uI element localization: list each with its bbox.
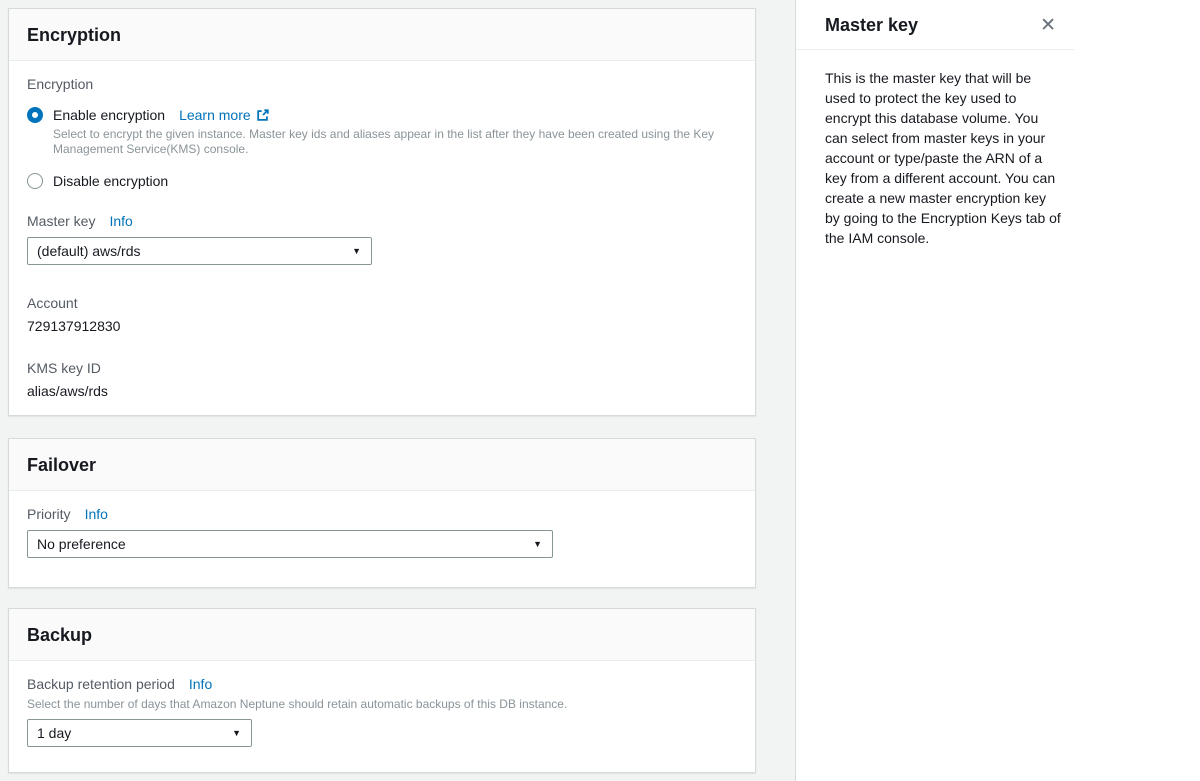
disable-encryption-label[interactable]: Disable encryption	[53, 173, 169, 189]
enable-encryption-option[interactable]	[27, 107, 737, 123]
backup-retention-label: Backup retention period	[27, 676, 175, 692]
backup-panel-body	[9, 661, 755, 762]
help-panel-title: Master key	[825, 15, 919, 35]
disable-encryption-option[interactable]	[27, 173, 737, 189]
backup-panel	[8, 608, 756, 773]
help-panel	[795, 0, 1200, 781]
encryption-panel	[8, 8, 756, 416]
disable-encryption-radio[interactable]	[27, 173, 43, 189]
learn-more-label: Learn more	[179, 107, 251, 123]
account-label: Account	[27, 295, 78, 311]
help-panel-text: This is the master key that will be used to protect the key used to encrypt this database volume. You can select from master keys in your account or type/paste the ARN of a key from a different account. You can create a new master encryption key by going to the Encryption Keys tab of the IAM console.	[825, 70, 1061, 246]
enable-encryption-label[interactable]: Enable encryption	[53, 107, 166, 123]
master-key-label: Master key	[27, 213, 96, 229]
kms-key-id-label: KMS key ID	[27, 360, 101, 376]
failover-panel-title: Failover	[27, 455, 97, 475]
failover-panel	[8, 438, 756, 588]
chevron-down-icon: ▼	[352, 245, 361, 256]
priority-info-link[interactable]: Info	[84, 506, 108, 522]
master-key-selected-value: (default) aws/rds	[37, 243, 141, 259]
enable-encryption-description: Select to encrypt the given instance. Master key ids and aliases appear in the list after they have been created using the Key Management Service(KMS) console.	[53, 127, 715, 156]
backup-retention-info-link[interactable]: Info	[188, 676, 213, 692]
help-panel-header	[796, 0, 1074, 50]
backup-panel-title: Backup	[27, 625, 93, 645]
external-link-icon	[256, 108, 270, 122]
master-key-select[interactable]	[27, 237, 372, 265]
failover-panel-body	[9, 491, 755, 573]
priority-label: Priority	[27, 506, 71, 522]
account-value: 729137912830	[27, 318, 121, 334]
backup-retention-selected-value: 1 day	[37, 725, 72, 741]
chevron-down-icon: ▼	[232, 727, 241, 738]
close-icon[interactable]: ✕	[1040, 15, 1056, 36]
learn-more-link[interactable]	[179, 107, 270, 123]
priority-select[interactable]	[27, 530, 553, 558]
chevron-down-icon: ▼	[533, 538, 542, 549]
encryption-panel-title: Encryption	[27, 25, 122, 45]
master-key-info-link[interactable]: Info	[109, 213, 133, 229]
kms-key-id-value: alias/aws/rds	[27, 383, 108, 399]
backup-panel-header	[9, 609, 755, 661]
enable-encryption-radio[interactable]	[27, 107, 43, 123]
failover-panel-header	[9, 439, 755, 491]
backup-retention-select[interactable]	[27, 719, 252, 747]
encryption-field-label: Encryption	[27, 76, 94, 92]
encryption-panel-body	[9, 61, 755, 414]
backup-retention-description: Select the number of days that Amazon Neptune should retain automatic backups of this DB instance.	[27, 697, 568, 711]
encryption-panel-header	[9, 9, 755, 61]
priority-selected-value: No preference	[37, 536, 126, 552]
